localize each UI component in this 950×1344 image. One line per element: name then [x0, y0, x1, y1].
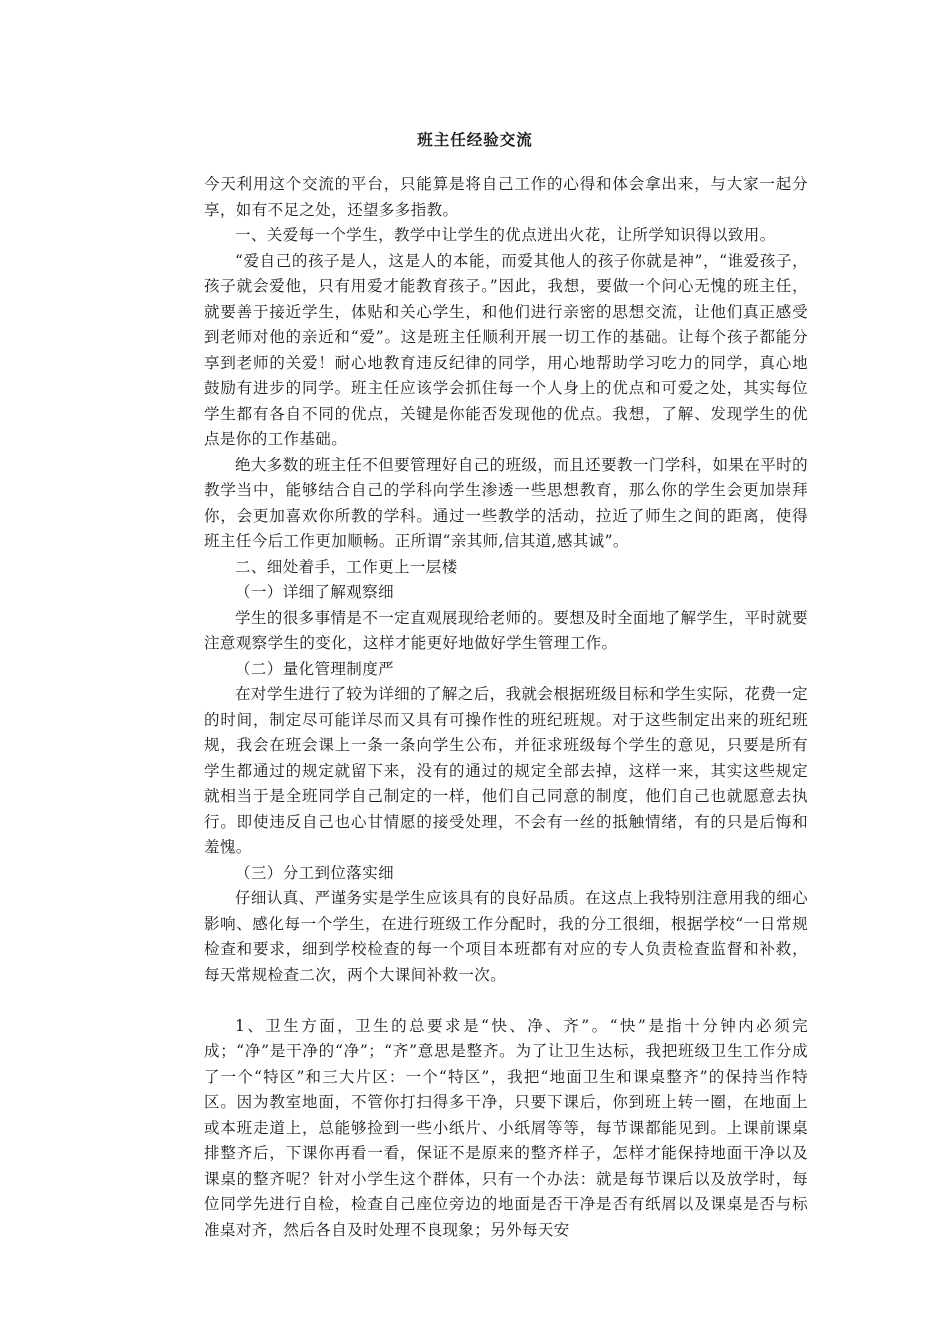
paragraph-intro: 今天利用这个交流的平台，只能算是将自己工作的心得和体会拿出来，与大家一起分享，如有不足之处，还望多多指教。 — [204, 175, 808, 219]
subsection-heading-2: （二）量化管理制度严 — [235, 659, 395, 678]
subsection-heading-1: （一）详细了解观察细 — [235, 583, 395, 601]
subsection-heading-3: （三）分工到位落实细 — [235, 863, 395, 882]
document-title: 班主任经验交流 — [417, 130, 533, 149]
paragraph-love: “爱自己的孩子是人，这是人的本能，而爱其他人的孩子你就是神”，“谁爱孩子，孩子就会爱他，只有用爱才能教育孩子。”因此，我想，要做一个问心无愧的班主任，就要善于接近学生，体贴和关心学生，和他们进行亲密的思想交流，让他们真正感受到老师对他的亲近和“爱”。这是班主任顺利开展一切工作的基础。让每个孩子都能分享到老师的关爱！耐心地教育违反纪律的同学，用心地帮助学习吃力的同学，真心地鼓励有进步的同学。班主任应该学会抓住每一个人身上的优点和可爱之处，其实每位学生都有各自不同的优点，关键是你能否发现他的优点。我想，了解、发现学生的优点是你的工作基础。 — [204, 251, 808, 448]
section-heading-1: 一、关爱每一个学生，教学中让学生的优点迸出火花，让所学知识得以致用。 — [235, 226, 776, 244]
paragraph-rules: 在对学生进行了较为详细的了解之后，我就会根据班级目标和学生实际，花费一定的时间，制定尽可能详尽而又具有可操作性的班纪班规。对于这些制定出来的班纪班规，我会在班会课上一条一条向学生公布，并征求班级每个学生的意见，只要是所有学生都通过的规定就留下来，没有的通过的规定全部去掉，这样一来，其实这些规定就相当于是全班同学自己制定的一样，他们自己同意的制度，他们自己也就愿意去执行。即使违反自己也心甘情愿的接受处理，不会有一丝的抵触情绪，有的只是后悔和羞愧。 — [204, 685, 808, 856]
section-heading-2: 二、细处着手，工作更上一层楼 — [235, 557, 458, 576]
paragraph-teaching: 绝大多数的班主任不但要管理好自己的班级，而且还要教一门学科，如果在平时的教学当中，能够结合自己的学科向学生渗透一些思想教育，那么你的学生会更加崇拜你，会更加喜欢你所教的学科。通过一些教学的活动，拉近了师生之间的距离，使得班主任今后工作更加顺畅。正所谓“亲其师,信其道,感其诚”。 — [204, 455, 808, 550]
blank-line — [204, 988, 808, 1014]
paragraph-division: 仔细认真、严谨务实是学生应该具有的良好品质。在这点上我特别注意用我的细心影响、感化每一个学生，在进行班级工作分配时，我的分工很细，根据学校“一日常规检查和要求，细到学校检查的每一个项目本班都有对应的专人负责检查监督和补救，每天常规检查二次，两个大课间补救一次。 — [204, 889, 808, 984]
paragraph-hygiene: 1、卫生方面，卫生的总要求是“快、净、齐”。“快”是指十分钟内必须完成；“净”是干净的“净”；“齐”意思是整齐。为了让卫生达标，我把班级卫生工作分成了一个“特区”和三大片区：一个“特区”，我把“地面卫生和课桌整齐”的保持当作特区。因为教室地面，不管你打扫得多干净，只要下课后，你到班上转一圈，在地面上或本班走道上，总能够捡到一些小纸片、小纸屑等等，每节课都能见到。上课前课桌排整齐后，下课你再看一看，保证不是原来的整齐样子，怎样才能保持地面干净以及课桌的整齐呢？针对小学生这个群体，只有一个办法：就是每节课后以及放学时，每位同学先进行自检，检查自己座位旁边的地面是否干净是否有纸屑以及课桌是否与标准桌对齐，然后各自及时处理不良现象；另外每天安 — [204, 1016, 808, 1239]
document-body — [204, 172, 808, 1243]
paragraph-observation: 学生的很多事情是不一定直观展现给老师的。要想及时全面地了解学生，平时就要注意观察学生的变化，这样才能更好地做好学生管理工作。 — [204, 608, 808, 652]
